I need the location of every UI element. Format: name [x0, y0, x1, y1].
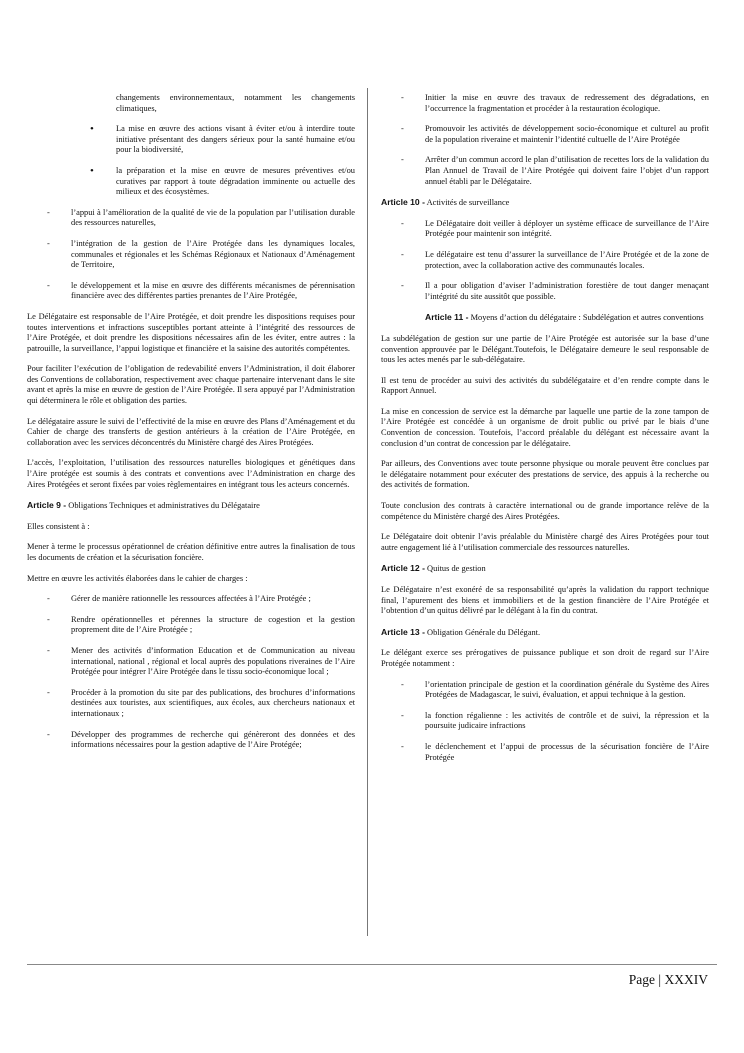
dash-icon: - [47, 238, 50, 248]
sub-bullet-item: • la préparation et la mise en œuvre de mesures préventives et/ou curatives par rapport à toute dégradation imminente ou actuelle des milieux et des écosystèmes. [90, 164, 355, 197]
paragraph: Le Délégataire doit obtenir l’avis préalable du Ministère chargé des Aires Protégées pour tout autre engagement lié à l’utilisation commerciale des ressources naturelles. [381, 532, 709, 552]
dash-item: - l’intégration de la gestion de l’Aire Protégée dans les dynamiques locales, communales et régionales et les Schémas Régionaux et Nationaux d’Aménagement de Territoire, [47, 238, 355, 270]
paragraph: Il est tenu de procéder au suivi des activités du subdélégataire et d’en rendre compte dans le Rapport Annuel. [381, 375, 709, 396]
article-10-heading: Article 10 - Activités de surveillance [381, 197, 510, 208]
paragraph: La subdélégation de gestion sur une partie de l’Aire Protégée est autorisée sur la base d’une convention approuvée par le Délégant.Toutefois, le Délégataire demeure le seul responsable de tous les actes menés par le sub-délégataire. [381, 333, 709, 365]
dash-icon: - [47, 687, 50, 697]
dash-item: - Gérer de manière rationnelle les ressources affectées à l’Aire Protégée ; [47, 594, 311, 604]
dash-item: - le déclenchement et l’appui de processus de la sécurisation foncière de l’Aire Protégée [401, 741, 709, 762]
dash-item: - Initier la mise en œuvre des travaux de redressement des dégradations, en l’occurrence la fragmentation et procéder à la restauration écologique. [401, 93, 709, 113]
paragraph: Mettre en œuvre les activités élaborées dans le cahier de charges : [27, 573, 248, 583]
article-11-heading: Article 11 - Moyens d’action du délégataire : Subdélégation et autres conventions [425, 312, 704, 323]
dash-item: - Le délégataire est tenu d’assurer la surveillance de l’Aire Protégée et de la zone de protection, avec la collaboration active des communautés locales. [401, 249, 709, 270]
continued-item: changements environnementaux, notamment les changements climatiques, [116, 93, 355, 113]
paragraph: Elles consistent à : [27, 521, 90, 531]
dash-icon: - [401, 93, 404, 102]
bullet-icon: • [90, 164, 94, 177]
dash-item: - Mener des activités d’information Education et de Communication au niveau international, national , régional et local auprès des populations riveraines de l’Aire Protégée pour intégrer l’Aire Protégée dans le tissu socio-économique local ; [47, 645, 355, 677]
page-separator: | [658, 972, 662, 987]
dash-item: - l’appui à l’amélioration de la qualité de vie de la population par l’utilisation durable des ressources naturelles, [47, 207, 355, 228]
dash-icon: - [401, 155, 404, 165]
paragraph: La mise en concession de service est la démarche par laquelle une partie de la zone tampon de l’Aire Protégée est concédée à un organisme de droit public ou privé par le biais d’une Convention de concession. Toutefois, l’accord préalable du délégant est nécessaire avant la conclusion d’un contrat de concession par le délégataire. [381, 406, 709, 448]
right-column [381, 93, 709, 773]
dash-icon: - [401, 124, 404, 134]
dash-item: - la fonction régalienne : les activités de contrôle et de suivi, la répression et la poursuite judicaire infractions [401, 710, 709, 731]
page-label: Page [628, 972, 656, 987]
dash-item: - Il a pour obligation d’aviser l’administration forestière de tout danger menaçant l’intégrité du site aussitôt que possible. [401, 281, 709, 301]
dash-icon: - [401, 741, 404, 751]
paragraph: Toute conclusion des contrats à caractère international ou de grande importance relève de la compétence du Ministère chargé des Aires Protégées. [381, 501, 709, 521]
column-divider [367, 88, 368, 936]
left-column [27, 93, 355, 761]
dash-icon: - [47, 207, 50, 217]
dash-icon: - [401, 218, 404, 228]
dash-item: - Le Délégataire doit veiller à déployer un système efficace de surveillance de l’Aire Protégée pour maintenir son intégrité. [401, 218, 709, 239]
article-12-heading: Article 12 - Quitus de gestion [381, 563, 486, 574]
paragraph: Mener à terme le processus opérationnel de création définitive entre autres la finalisation de tous les documents de création et la sécurisation foncière. [27, 542, 355, 562]
article-9-heading: Article 9 - Obligations Techniques et administratives du Délégataire [27, 500, 260, 511]
paragraph: Le délégant exerce ses prérogatives de puissance publique et son droit de regard sur l’Aire Protégée notamment : [381, 648, 709, 668]
dash-item: - Développer des programmes de recherche qui génèreront des données et des informations nécessaires pour la gestion adaptive de l’Aire Protégée; [47, 729, 355, 750]
dash-item: - l’orientation principale de gestion et la coordination générale du Système des Aires Protégées de Madagascar, le suivi, évaluation, et appui technique à la gestion. [401, 679, 709, 700]
dash-icon: - [47, 280, 50, 290]
bullet-icon: • [90, 123, 94, 136]
footer-rule [27, 964, 717, 965]
sub-bullet-item: • La mise en œuvre des actions visant à éviter et/ou à interdire toute initiative présentant des dangers sérieux pour la santé humaine et/ou pour la biodiversité, [90, 123, 355, 155]
dash-icon: - [401, 679, 404, 689]
dash-item: - Procéder à la promotion du site par des publications, des brochures d’informations destinées aux touristes, aux scientifiques, aux écoles, aux chercheurs nationaux et internationaux ; [47, 687, 355, 718]
paragraph: Par ailleurs, des Conventions avec toute personne physique ou morale peuvent être conclues par le délégataire notamment pour exécuter des prestations de service, des appuis à la recherche ou des activités de formation. [381, 459, 709, 490]
dash-icon: - [401, 710, 404, 720]
article-13-heading: Article 13 - Obligation Générale du Délégant. [381, 626, 541, 637]
paragraph: Le Délégataire est responsable de l’Aire Protégée, et doit prendre les dispositions requises pour toutes interventions et infractions susceptibles portant atteinte à l’intégrité des ressources de l’Aire Protégée, et doit prendre les dispositions nécessaires afin de les éviter, entre autres : la patrouille, la surveillance, l’appui logistique et financière et la saisine des autorités compétentes. [27, 311, 355, 353]
dash-icon: - [47, 614, 50, 624]
dash-icon: - [401, 281, 404, 291]
dash-icon: - [47, 645, 50, 655]
dash-icon: - [47, 729, 50, 739]
dash-icon: - [47, 594, 50, 604]
paragraph: Pour faciliter l’exécution de l’obligation de redevabilité envers l’Administration, il doit élaborer des Conventions de collaboration, respectivement avec chaque partenaire intervenant dans le site avant et après la mise en œuvre de gestion de l’Aire Protégée. Il sera appuyé par l’Administration qui déterminera le rôle et obligation des parties. [27, 364, 355, 406]
dash-item: - le développement et la mise en œuvre des différents mécanismes de pérennisation financière avec des différentes parties prenantes de l’Aire Protégée, [47, 280, 355, 301]
page-footer [629, 972, 708, 988]
dash-item: - Arrêter d’un commun accord le plan d’utilisation de recettes lors de la validation du Plan Annuel de Travail de l’Aire Protégée qui doivent faire l’objet d’un rapport annuel établi par le Délégataire. [401, 155, 709, 186]
paragraph: L’accès, l’exploitation, l’utilisation des ressources naturelles biologiques et génétiques dans l’Aire protégée est soumis à des contrats et conventions avec l’Administration en charge des Aires Protégées et seront fixées par voies règlementaires en intégrant tous les acteurs concernés. [27, 458, 355, 489]
dash-item: - Rendre opérationnelles et pérennes la structure de cogestion et la gestion proprement dite de l’Aire Protégée ; [47, 614, 355, 635]
paragraph: Le Délégataire n’est exonéré de sa responsabilité qu’après la validation du rapport technique final, l’apurement des biens et immobiliers et de la gestion financière de l’Aire Protégée et l’obtention d’un quitus délivré par le délégant à la fin du contrat. [381, 585, 709, 616]
paragraph: Le délégataire assure le suivi de l’effectivité de la mise en œuvre des Plans d’Aménagement et du Cahier de charge des transferts de gestion antérieurs à la création de l’Aire Protégée, en collaboration avec les services déconcentrés du Ministère chargé des Aires Protégées. [27, 416, 355, 447]
page-number: XXXIV [664, 972, 708, 987]
dash-item: - Promouvoir les activités de développement socio-économique et culturel au profit de la population riveraine et maintenir l’identité cultuelle de l’Aire Protégée [401, 124, 709, 144]
dash-icon: - [401, 249, 404, 259]
